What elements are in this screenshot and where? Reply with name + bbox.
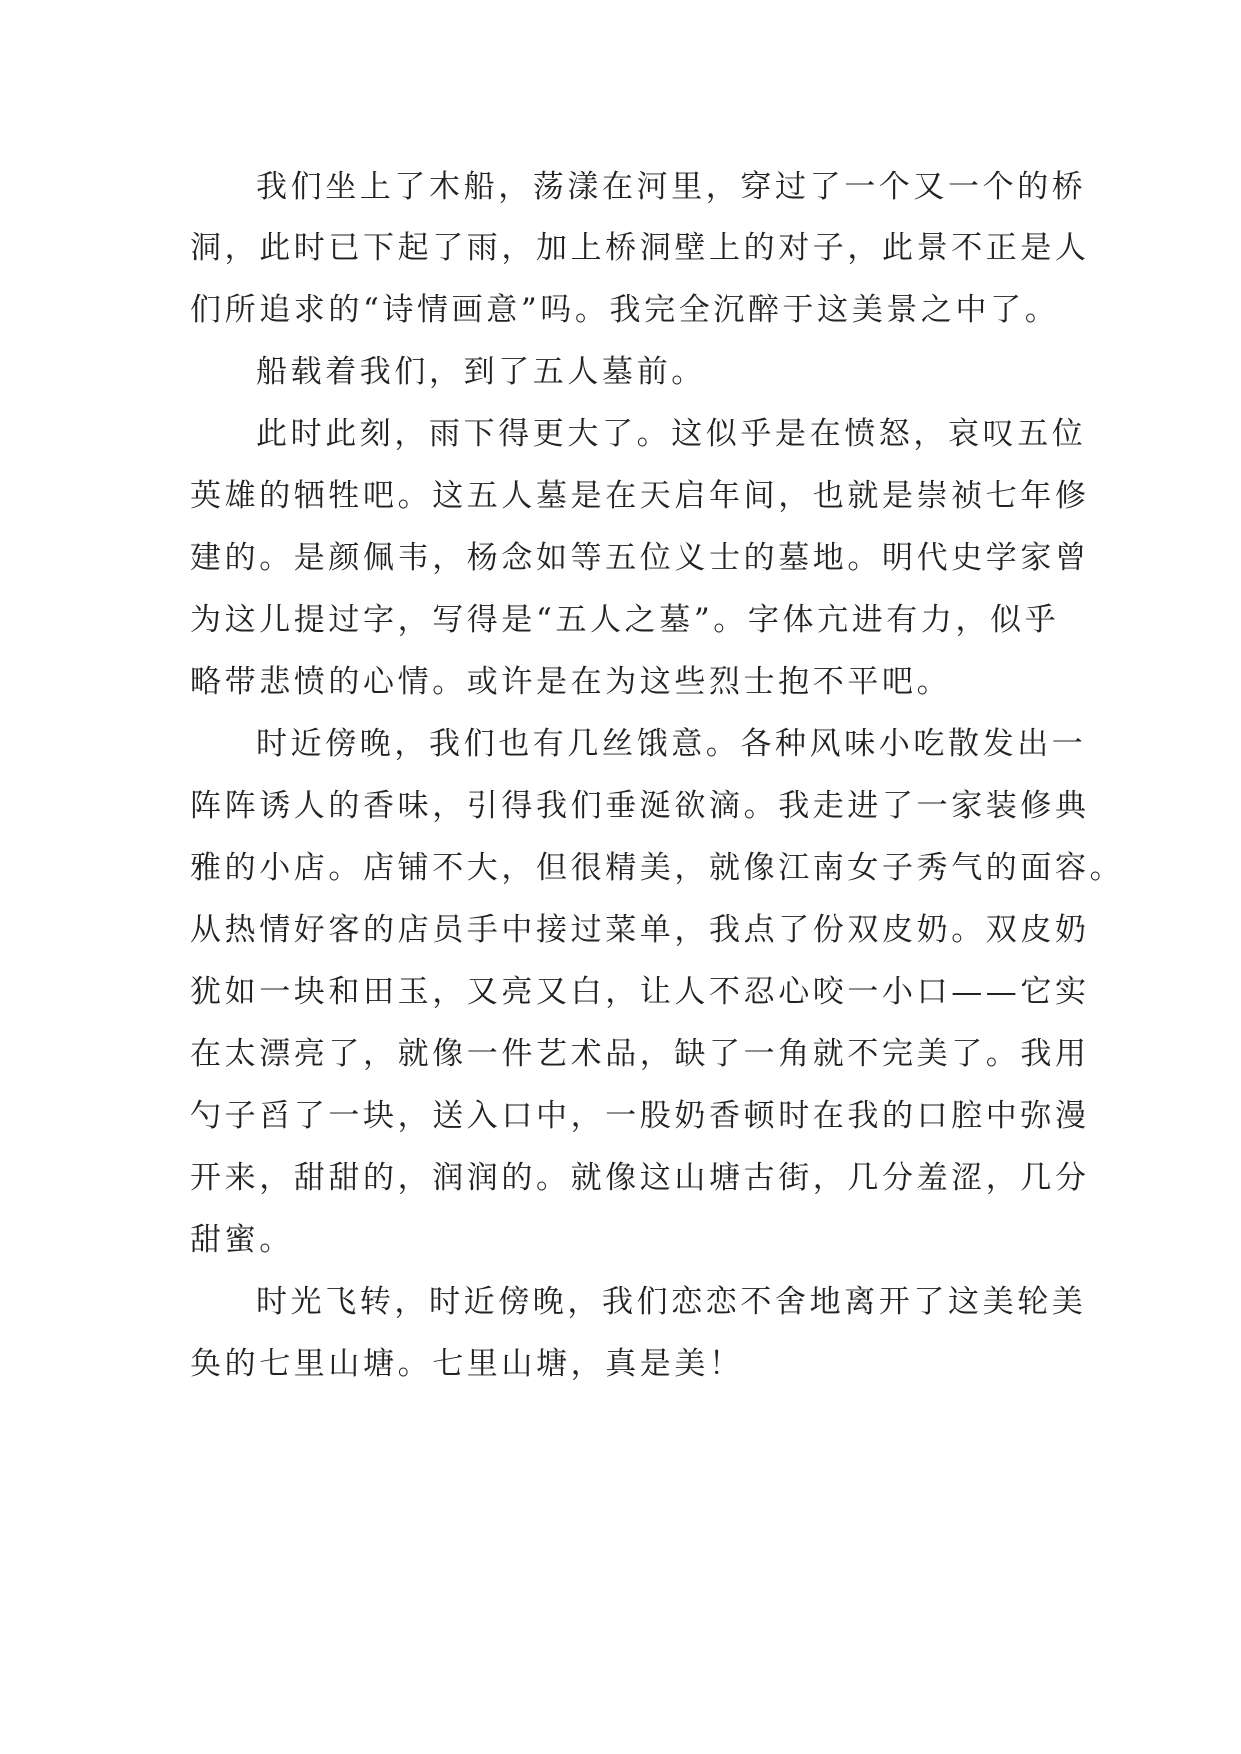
text-line: 从热情好客的店员手中接过菜单，我点了份双皮奶。双皮奶 (190, 912, 1090, 948)
text-line: 为这儿提过字，写得是“五人之墓”。字体亢进有力，似乎 (190, 602, 1060, 638)
text-line: 开来，甜甜的，润润的。就像这山塘古街，几分羞涩，几分 (190, 1160, 1090, 1196)
text-line: 们所追求的“诗情画意”吗。我完全沉醉于这美景之中了。 (190, 292, 1060, 328)
text-line: 甜蜜。 (190, 1222, 294, 1258)
text-line: 雅的小店。店铺不大，但很精美，就像江南女子秀气的面容。 (190, 850, 1125, 886)
text-line: 英雄的牺牲吧。这五人墓是在天启年间，也就是崇祯七年修 (190, 478, 1090, 514)
text-line: 建的。是颜佩韦，杨念如等五位义士的墓地。明代史学家曾 (190, 540, 1090, 576)
text-line: 船载着我们，到了五人墓前。 (256, 354, 706, 390)
text-line: 此时此刻，雨下得更大了。这似乎是在愤怒，哀叹五位 (256, 416, 1087, 452)
text-line: 在太漂亮了，就像一件艺术品，缺了一角就不完美了。我用 (190, 1036, 1090, 1072)
text-line: 犹如一块和田玉，又亮又白，让人不忍心咬一小口——它实 (190, 974, 1090, 1010)
text-line: 奂的七里山塘。七里山塘，真是美！ (190, 1346, 744, 1382)
text-line: 阵阵诱人的香味，引得我们垂涎欲滴。我走进了一家装修典 (190, 788, 1090, 824)
text-line: 洞，此时已下起了雨，加上桥洞壁上的对子，此景不正是人 (190, 230, 1090, 266)
text-line: 时近傍晚，我们也有几丝饿意。各种风味小吃散发出一 (256, 726, 1087, 762)
text-line: 时光飞转，时近傍晚，我们恋恋不舍地离开了这美轮美 (256, 1284, 1087, 1320)
text-line: 我们坐上了木船，荡漾在河里，穿过了一个又一个的桥 (256, 169, 1087, 205)
text-line: 略带悲愤的心情。或许是在为这些烈士抱不平吧。 (190, 664, 952, 700)
text-line: 勺子舀了一块，送入口中，一股奶香顿时在我的口腔中弥漫 (190, 1098, 1090, 1134)
